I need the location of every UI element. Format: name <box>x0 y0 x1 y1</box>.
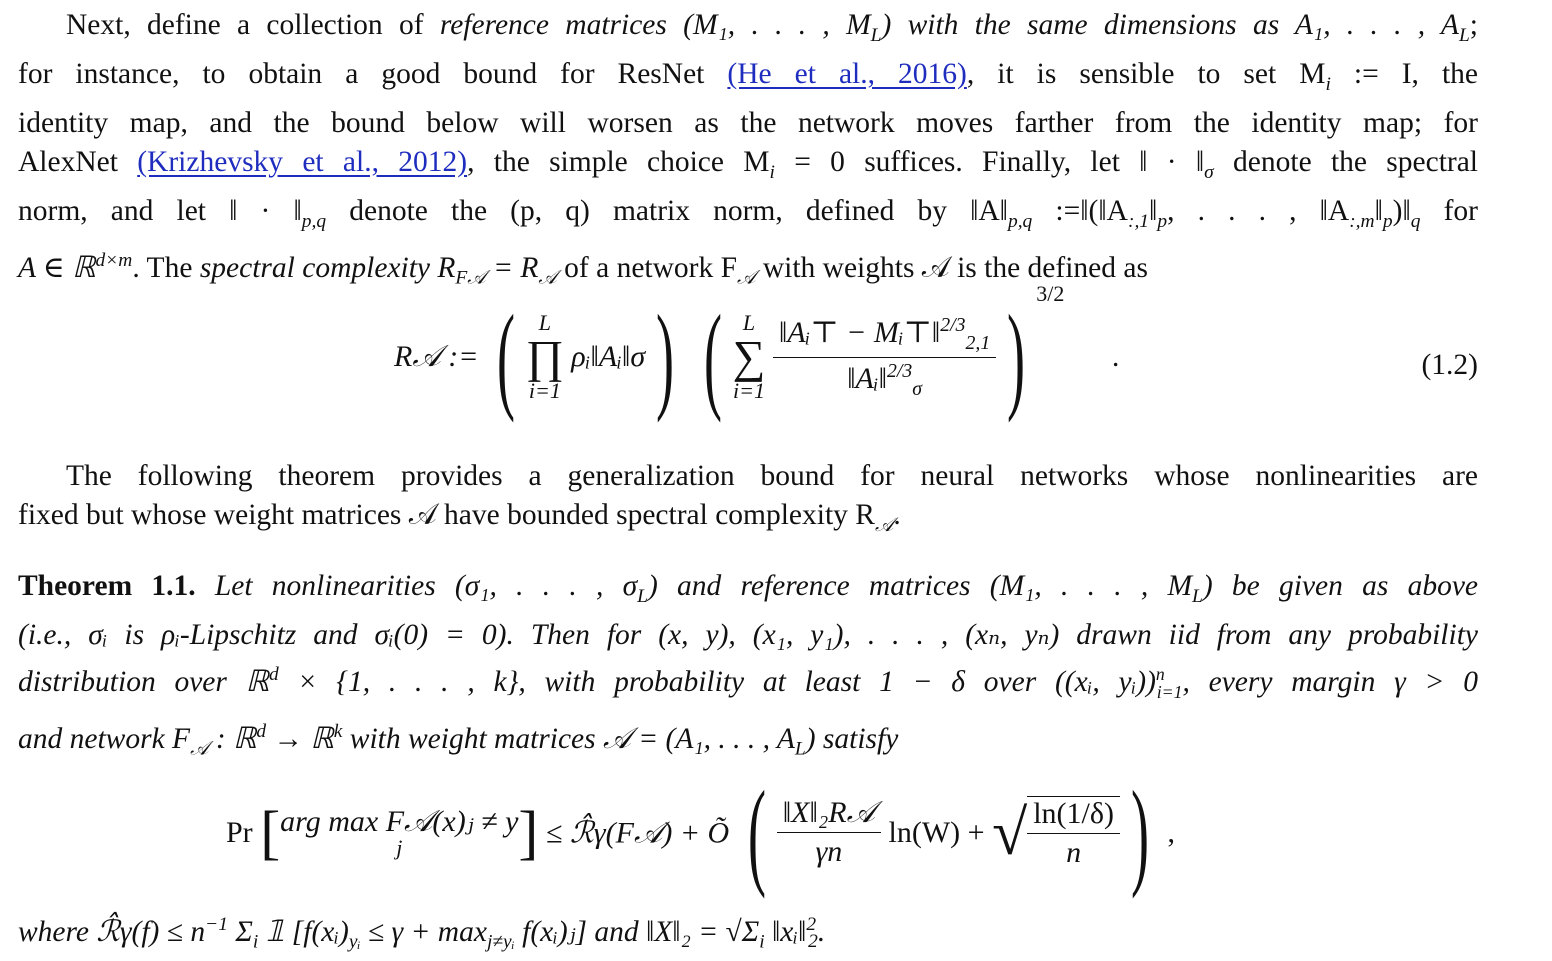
sum-upper: L <box>733 312 766 334</box>
product-operator: L ∏ i=1 <box>526 312 564 402</box>
num-sup: 2/3 <box>940 314 965 336</box>
right-paren: ) <box>1007 297 1025 417</box>
sum-operator: L ∑ i=1 <box>733 312 766 402</box>
frac-numerator <box>773 314 996 358</box>
text: fixed but whose weight matrices 𝒜 have bounded spectral complexity R <box>18 499 875 531</box>
prod-lower: i=1 <box>526 380 564 402</box>
p1-line-6: A ∈ ℝ$^{d\times m}$. The spectral complexity $R_{F𝒜} = R_𝒜$ of a network $F_𝒜$ with weights 𝒜 is the defined as <box>18 241 1478 298</box>
p2-line-2: fixed but whose weight matrices 𝒜 have bounded spectral complexity $R_𝒜$. <box>18 496 1478 545</box>
math: ) with the same dimensions as A₁, . . . , A <box>881 9 1458 41</box>
paper-page <box>18 6 1478 961</box>
text: , every margin γ > 0 <box>1182 666 1478 698</box>
math: A ∈ ℝ <box>18 251 95 283</box>
text: : ℝ <box>208 723 256 755</box>
bound-body <box>226 773 1175 893</box>
left-paren: ( <box>704 297 722 417</box>
sum-lower: i=1 <box>733 380 766 402</box>
argmax-block <box>280 807 518 859</box>
text: denote the spectral <box>1214 146 1478 178</box>
exp: −1 <box>205 914 228 935</box>
math: (M₁, . . . , M <box>667 9 871 41</box>
term-reference-matrices: reference matrices <box>440 9 667 41</box>
left-bracket: [ <box>260 799 280 865</box>
text: for instance, to obtain a good bound for ResNet <box>18 58 727 90</box>
text: ; <box>1470 9 1478 41</box>
right-bracket: ] <box>518 799 538 865</box>
paragraph-reference-matrices <box>18 6 1478 297</box>
equation-1-2 <box>18 297 1478 447</box>
eq-dot: . <box>1112 340 1120 373</box>
text: with weights 𝒜 is the defined as <box>755 251 1148 283</box>
text: → ℝ <box>266 723 334 755</box>
thm-line-1: Theorem 1.1. Let nonlinearities (σ₁, . . . , $\sigma_L$) and reference matrices (M₁, . . . , $M_L$) be given as above <box>18 567 1478 616</box>
text: ) satisfy <box>806 723 899 755</box>
right-paren: ) <box>656 297 674 417</box>
fraction <box>773 314 996 401</box>
ln-w: ln(W) + <box>889 816 985 849</box>
text: of a network F <box>557 251 737 283</box>
text: where ℛ̂γ(f) ≤ n <box>18 915 205 947</box>
sqrt-sign: √ <box>992 797 1027 868</box>
p1-line-4: AlexNet (Krizhevsky et al., 2012), the simple choice $M_i = 0$ suffices. Finally, let ‖ · $‖_\sigma$ denote the spectral <box>18 143 1478 192</box>
text: ‖xᵢ‖ <box>765 915 807 947</box>
math: = R <box>486 251 539 283</box>
sub: yᵢ <box>349 931 361 952</box>
outer-exponent: 3/2 <box>1036 281 1064 306</box>
left-paren: ( <box>497 297 515 417</box>
paragraph-theorem-intro <box>18 457 1478 545</box>
text: × {1, . . . , k}, with probability at least 1 − δ over ((xᵢ, yᵢ)) <box>279 666 1156 698</box>
text: = 0 suffices. Finally, let ‖ · ‖ <box>775 146 1204 178</box>
sub: i <box>253 931 258 952</box>
equation-1-2-body <box>394 297 1119 417</box>
thm-line-2: (i.e., σᵢ is ρᵢ-Lipschitz and σᵢ(0) = 0). Then for (x, y), (x₁, y₁), . . . , (xₙ, yₙ) drawn iid from any probability <box>18 616 1478 655</box>
p2-line-1: The following theorem provides a generalization bound for neural networks whose nonlinearities are <box>18 457 1478 496</box>
equation-generalization-bound <box>18 769 1478 901</box>
citation-krizhevsky-2012[interactable]: (Krizhevsky et al., 2012) <box>137 146 467 178</box>
math: , . . . , ‖A <box>1167 195 1349 227</box>
den-sub: σ <box>912 378 922 400</box>
math: :=‖(‖A <box>1032 195 1128 227</box>
sup: 2 <box>806 914 816 935</box>
math: R <box>430 251 455 283</box>
prod-body: ρᵢ‖Aᵢ‖σ <box>571 340 645 373</box>
sub: 2 <box>808 931 818 952</box>
equation-number: (1.2) <box>1421 349 1478 382</box>
sqrt-fraction <box>1027 796 1120 870</box>
den-sup: 2/3 <box>887 360 912 382</box>
text: with weight matrices 𝒜 = (A₁, . . . , A <box>342 723 794 755</box>
text: ) be given as above <box>1203 570 1478 602</box>
text: Σ <box>228 915 253 947</box>
theorem-1-1 <box>18 567 1478 768</box>
sub: j≠yᵢ <box>487 931 515 952</box>
theorem-heading: Theorem 1.1. <box>18 570 196 602</box>
math: )‖ <box>1393 195 1411 227</box>
text: distribution over ℝ <box>18 666 269 698</box>
thm-line-4: and network $F_𝒜$ : ℝ$^d$ → ℝ$^k$ with weight matrices 𝒜 = (A₁, . . . , $A_L$) satisfy <box>18 712 1478 769</box>
text: ) and reference matrices (M₁, . . . , M <box>648 570 1192 602</box>
text: Next, define a collection of <box>66 9 440 41</box>
citation-he-2016[interactable]: (He et al., 2016) <box>727 58 966 90</box>
sqrt-denominator: n <box>1027 834 1120 870</box>
term-spectral-complexity: spectral complexity <box>200 251 430 283</box>
math: ‖ <box>1375 195 1383 227</box>
text: := I, the <box>1331 58 1478 90</box>
p1-line-5: norm, and let ‖ · $‖_{p,q}$ denote the (p, q) matrix norm, defined by $‖A‖_{p,q}$ $:=‖(‖A_{:,1}‖_p$, . . . , $‖A_{:,m}‖_p)‖_q$ for <box>18 192 1478 241</box>
argmax-sub: j <box>280 837 518 859</box>
text: AlexNet <box>18 146 137 178</box>
p1-line-3: identity map, and the bound below will worsen as the network moves farther from the identity map; for <box>18 104 1478 143</box>
thm-line-3: distribution over ℝ$^d$ × {1, . . . , k}, with probability at least 1 − δ over ((xᵢ, yᵢ))$^n_{i=1}$, every margin γ > 0 <box>18 655 1478 712</box>
text: . The <box>132 251 199 283</box>
p1-line-2: for instance, to obtain a good bound for ResNet (He et al., 2016), it is sensible to set $M_i$ := I, the <box>18 55 1478 104</box>
frac-numerator: ‖X‖₂R𝒜 <box>777 796 881 833</box>
right-paren: ) <box>1131 773 1149 893</box>
where-line-text <box>18 905 1478 961</box>
math: ‖ <box>1149 195 1157 227</box>
text: and network F <box>18 723 190 755</box>
text: , the simple choice M <box>467 146 769 178</box>
text: norm, and let ‖ · ‖ <box>18 195 302 227</box>
sub: i <box>759 931 764 952</box>
num-body: ‖Aᵢ⊤ − Mᵢ⊤‖ <box>779 316 940 349</box>
text: , it is sensible to set M <box>967 58 1326 90</box>
text: . <box>893 499 900 531</box>
where-line <box>18 905 1478 961</box>
text: 𝟙 [f(xᵢ) <box>258 915 349 947</box>
sqrt-numerator: ln(1/δ) <box>1027 797 1120 834</box>
eq-comma: , <box>1167 816 1175 849</box>
argmax-expr: arg max F𝒜(x)ⱼ ≠ y <box>280 807 518 837</box>
prod-upper: L <box>526 312 564 334</box>
left-paren: ( <box>748 773 766 893</box>
text: denote the (p, q) matrix norm, defined by ‖A‖ <box>326 195 1008 227</box>
num-sub: 2,1 <box>966 332 991 354</box>
text: f(xᵢ)ⱼ] and ‖X‖₂ = √Σ <box>515 915 759 947</box>
risk-term: ≤ ℛ̂γ(F𝒜) + Õ <box>546 816 729 849</box>
eq-lhs: R𝒜 := <box>394 340 478 373</box>
frac-denominator: γn <box>777 833 881 869</box>
text: . <box>818 915 825 947</box>
pr-operator: Pr <box>226 816 253 849</box>
den-body: ‖Aᵢ‖ <box>847 362 887 395</box>
text: Let nonlinearities (σ₁, . . . , σ <box>196 570 638 602</box>
text: ≤ γ + max <box>361 915 487 947</box>
bound-fraction <box>777 796 881 869</box>
p1-line-1: Next, define a collection of reference matrices (M₁, . . . , $M_L$) with the same dimensions as A₁, . . . , $A_L$; <box>18 6 1478 55</box>
frac-denominator <box>773 358 996 401</box>
text: for <box>1420 195 1478 227</box>
